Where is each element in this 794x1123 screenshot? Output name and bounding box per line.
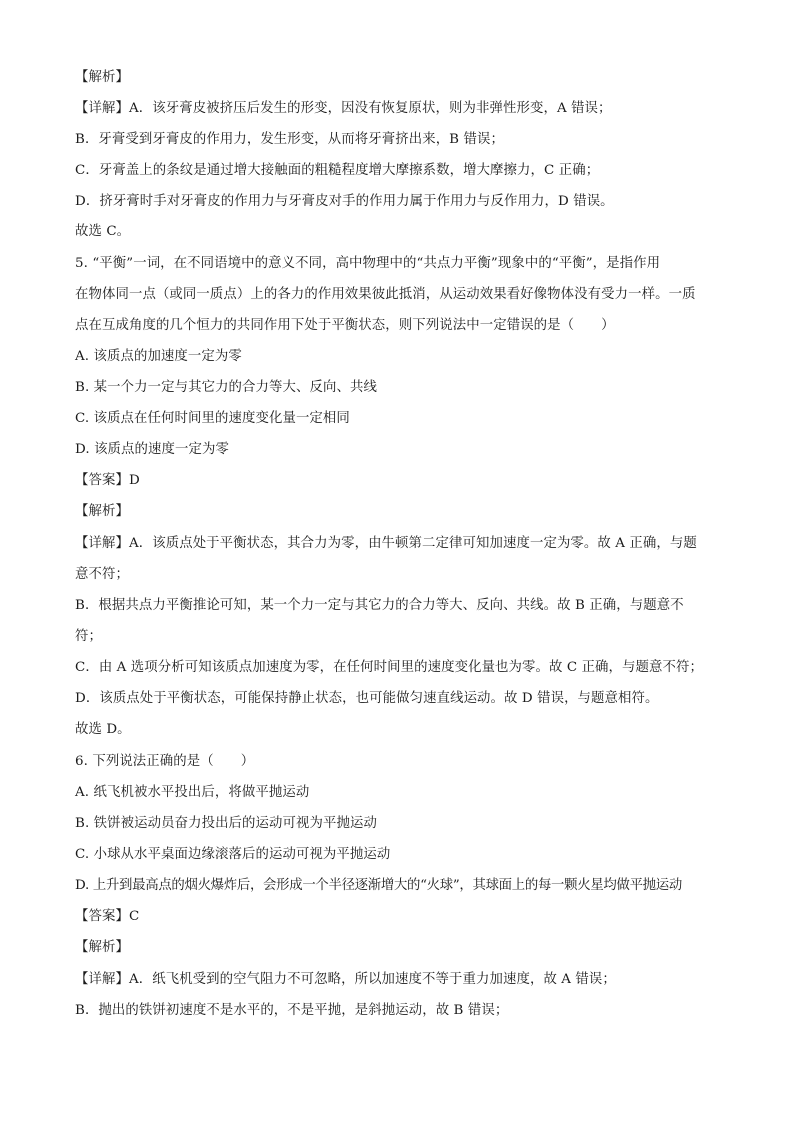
detail-line: B．牙膏受到牙膏皮的作用力，发生形变，从而将牙膏挤出来，B 错误； (75, 132, 504, 147)
answer-heading: 【答案】D (75, 473, 140, 488)
question-6-option-a: A. 纸飞机被水平投出后，将做平抛运动 (75, 785, 310, 800)
question-5-text: 5. “平衡”一词，在不同语境中的意义不同，高中物理中的“共点力平衡”现象中的“平衡”，是指作用 (75, 256, 661, 271)
detail-line: D．挤牙膏时手对牙膏皮的作用力与牙膏皮对手的作用力属于作用力与反作用力，D 错误。 (75, 194, 614, 209)
question-5-option-d: D. 该质点的速度一定为零 (75, 442, 229, 457)
detail-line: 【详解】A．该质点处于平衡状态，其合力为零，由牛顿第二定律可知加速度一定为零。故 A 正确，与题 (75, 536, 697, 551)
question-5-option-b: B. 某一个力一定与其它力的合力等大、反向、共线 (75, 380, 377, 395)
analysis-heading: 【解析】 (75, 70, 129, 85)
question-5-option-c: C. 该质点在任何时间里的速度变化量一定相同 (75, 411, 350, 426)
question-6-option-c: C. 小球从水平桌面边缘滚落后的运动可视为平抛运动 (75, 847, 391, 862)
detail-line: 符； (75, 629, 102, 644)
detail-line: B．抛出的铁饼初速度不是水平的，不是平抛，是斜抛运动，故 B 错误； (75, 1003, 509, 1018)
question-5-text: 在物体同一点（或同一质点）上的各力的作用效果彼此抵消，从运动效果看好像物体没有受力一样。一质 (75, 287, 696, 302)
answer-heading: 【答案】C (75, 909, 140, 924)
detail-line: C．牙膏盖上的条纹是通过增大接触面的粗糙程度增大摩擦系数，增大摩擦力，C 正确； (75, 163, 600, 178)
detail-line: 【详解】A．该牙膏皮被挤压后发生的形变，因没有恢复原状，则为非弹性形变，A 错误； (75, 101, 612, 116)
analysis-heading: 【解析】 (75, 940, 129, 955)
detail-line: C．由 A 选项分析可知该质点加速度为零，在任何时间里的速度变化量也为零。故 C 正确，与题意不符； (75, 660, 703, 675)
question-5-text: 点在互成角度的几个恒力的共同作用下处于平衡状态，则下列说法中一定错误的是（ ） (75, 318, 615, 333)
detail-line: 意不符； (75, 567, 129, 582)
conclusion-line: 故选 C。 (75, 224, 131, 239)
question-6-option-d: D. 上升到最高点的烟火爆炸后，会形成一个半径逐渐增大的“火球”，其球面上的每一颗火星均做平抛运动 (75, 878, 682, 893)
detail-line: D．该质点处于平衡状态，可能保持静止状态，也可能做匀速直线运动。故 D 错误，与题意相符。 (75, 691, 659, 706)
detail-line: B．根据共点力平衡推论可知，某一个力一定与其它力的合力等大、反向、共线。故 B 正确，与题意不 (75, 598, 684, 613)
question-6-option-b: B. 铁饼被运动员奋力投出后的运动可视为平抛运动 (75, 816, 377, 831)
conclusion-line: 故选 D。 (75, 722, 131, 737)
analysis-heading: 【解析】 (75, 504, 129, 519)
question-5-option-a: A. 该质点的加速度一定为零 (75, 349, 242, 364)
detail-line: 【详解】A．纸飞机受到的空气阻力不可忽略，所以加速度不等于重力加速度，故 A 错误； (75, 972, 616, 987)
question-6-text: 6. 下列说法正确的是（ ） (75, 754, 255, 769)
